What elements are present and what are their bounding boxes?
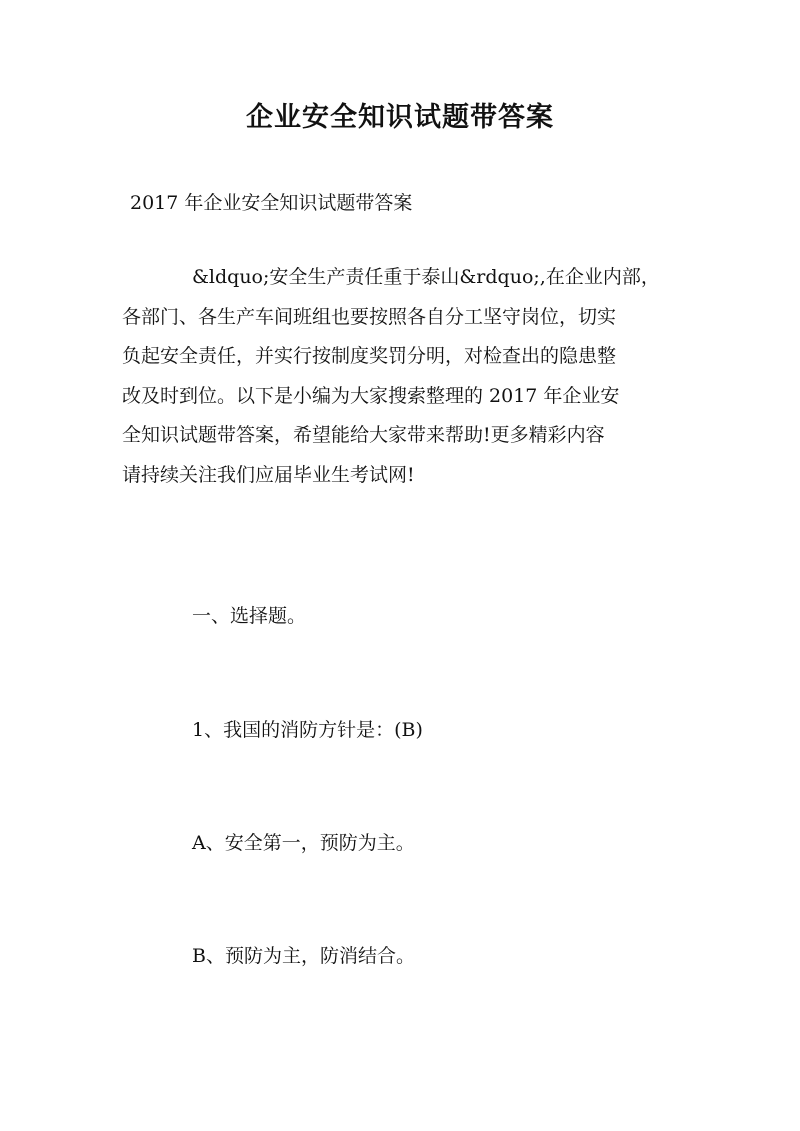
question-1: 1、我国的消防方针是：(B) [192,719,423,741]
intro-line: 各部门、各生产车间班组也要按照各自分工坚守岗位，切实 [122,305,617,328]
document-subtitle: 2017 年企业安全知识试题带答案 [130,192,413,214]
intro-line: 全知识试题带答案，希望能给大家带来帮助!更多精彩内容 [122,424,605,446]
intro-line: &ldquo;安全生产责任重于泰山&rdquo;,在企业内部， [192,266,660,288]
intro-line: 改及时到位。以下是小编为大家搜索整理的 2017 年企业安 [122,384,620,407]
option-b: B、预防为主，防消结合。 [192,945,415,967]
section-heading: 一、选择题。 [192,605,307,627]
option-a: A、安全第一，预防为主。 [192,832,415,854]
intro-paragraph [122,258,682,495]
intro-line: 负起安全责任，并实行按制度奖罚分明，对检查出的隐患整 [122,345,617,367]
document-title: 企业安全知识试题带答案 [246,102,554,133]
intro-line: 请持续关注我们应届毕业生考试网! [122,463,415,486]
